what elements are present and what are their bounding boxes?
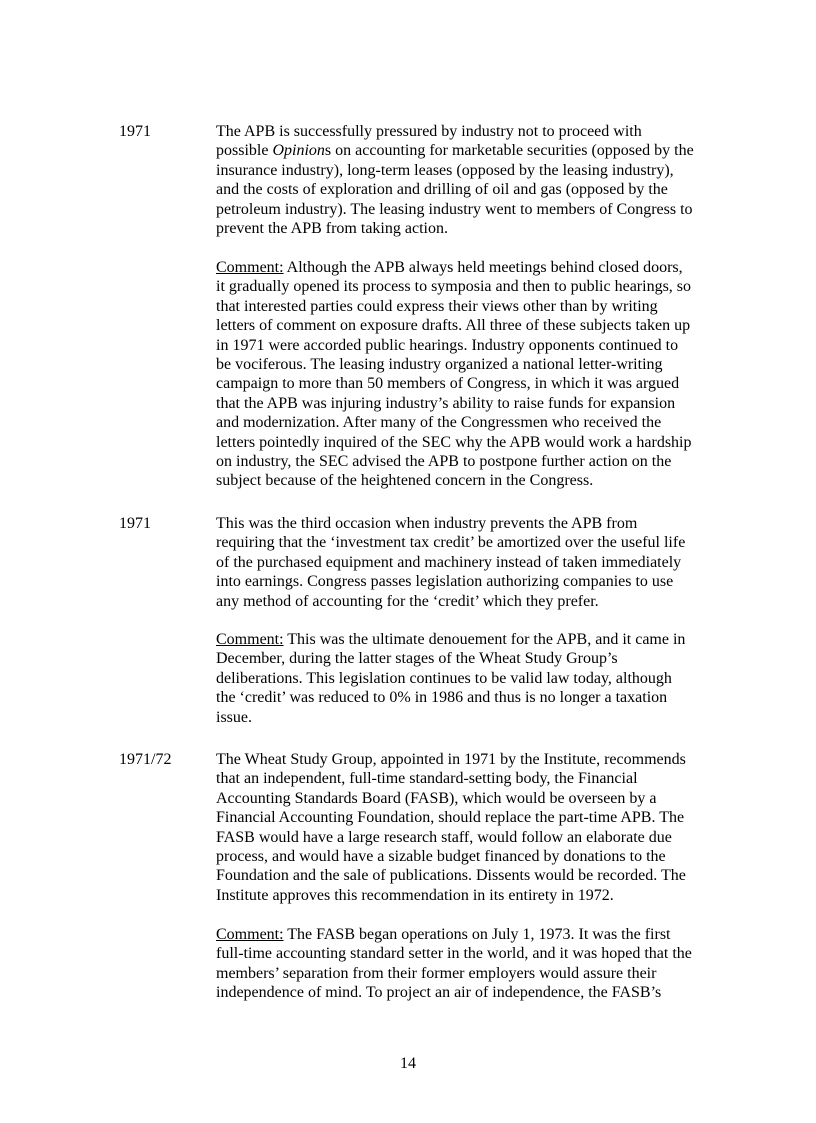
text-segment: subject because of the heightened concern in the Congress. [216,472,594,490]
text-line [216,141,696,160]
entry-description [216,750,696,905]
text-segment: possible [216,142,273,160]
text-line [216,277,696,296]
entry-description [216,514,696,611]
entry-comment [216,630,696,727]
text-segment: s on accounting for marketable securities (opposed by the [324,142,694,160]
text-segment: Financial Accounting Foundation, should replace the part-time APB. The [216,809,685,827]
text-segment: letters of comment on exposure drafts. All three of these subjects taken up [216,317,691,335]
text-segment: in 1971 were accorded public hearings. Industry opponents continued to [216,336,679,354]
comment-label: Comment: [216,259,284,276]
text-line [216,708,696,727]
text-line [216,866,696,885]
text-segment: issue. [216,708,252,726]
text-line [216,847,696,866]
text-line [216,944,696,963]
entry-description [216,122,696,238]
text-segment: petroleum industry). The leasing industry went to members of Congress to [216,200,693,218]
text-segment: The FASB began operations on July 1, 1973. It was the first [283,926,671,943]
text-segment: be vociferous. The leasing industry organized a national letter-writing [216,355,663,373]
text-line [216,471,696,490]
text-segment: FASB would have a large research staff, would follow an elaborate due [216,828,672,846]
text-line [216,316,696,335]
entry-year: 1971 [119,515,151,532]
entry-year: 1971 [119,123,151,140]
text-line [216,514,696,533]
text-line [216,769,696,788]
text-line [216,258,696,277]
text-segment: Foundation and the sale of publications. Dissents would be recorded. The [216,867,686,885]
text-segment: Institute approves this recommendation in its entirety in 1972. [216,886,614,904]
text-line [216,808,696,827]
text-line [216,533,696,552]
text-line [216,413,696,432]
text-line [216,688,696,707]
text-segment: The Wheat Study Group, appointed in 1971 by the Institute, recommends [216,751,686,768]
text-line [216,886,696,905]
main-paragraph [216,514,696,611]
text-segment: it gradually opened its process to symposia and then to public hearings, so [216,278,692,296]
text-line [216,983,696,1002]
text-segment: Although the APB always held meetings behind closed doors, [283,259,683,276]
text-segment: The APB is successfully pressured by industry not to proceed with [216,123,642,140]
text-line [216,925,696,944]
text-line [216,964,696,983]
text-line [216,649,696,668]
text-line [216,592,696,611]
text-segment: that the APB was injuring industry’s ability to raise funds for expansion [216,394,676,412]
text-segment: insurance industry), long-term leases (opposed by the leasing industry), [216,161,674,179]
page-number: 14 [400,1055,416,1072]
text-segment: and the costs of exploration and drilling of oil and gas (opposed by the [216,181,668,199]
text-segment: December, during the latter stages of the Wheat Study Group’s [216,650,618,668]
entry-comment [216,258,696,491]
comment-paragraph [216,925,696,1003]
text-segment: into earnings. Congress passes legislation authorizing companies to use [216,573,674,591]
comment-paragraph [216,630,696,727]
text-line [216,122,696,141]
text-line [216,553,696,572]
text-segment: independence of mind. To project an air of independence, the FASB’s [216,984,662,1002]
text-line [216,161,696,180]
text-line [216,750,696,769]
italic-term: Opinion [272,142,325,160]
text-line [216,572,696,591]
text-segment: of the purchased equipment and machinery instead of taken immediately [216,553,682,571]
comment-paragraph [216,258,696,491]
comment-label: Comment: [216,631,284,648]
text-segment: deliberations. This legislation continues to be valid law today, although [216,669,672,687]
entry-comment [216,925,696,1003]
text-segment: that interested parties could express their views other than by writing [216,297,658,315]
text-line [216,789,696,808]
text-line [216,355,696,374]
text-segment: prevent the APB from taking action. [216,219,448,237]
text-line [216,219,696,238]
text-line [216,828,696,847]
text-line [216,200,696,219]
main-paragraph [216,750,696,905]
text-segment: This was the third occasion when industry prevents the APB from [216,515,638,532]
text-segment: that an independent, full-time standard-setting body, the Financial [216,770,638,788]
text-line [216,433,696,452]
text-segment: letters pointedly inquired of the SEC why the APB would work a hardship [216,433,692,451]
text-line [216,374,696,393]
text-segment: campaign to more than 50 members of Congress, in which it was argued [216,375,680,393]
text-segment: Accounting Standards Board (FASB), which would be overseen by a [216,789,657,807]
text-segment: the ‘credit’ was reduced to 0% in 1986 and thus is no longer a taxation [216,689,668,707]
entry-year: 1971/72 [119,751,172,768]
text-line [216,669,696,688]
text-line [216,180,696,199]
comment-label: Comment: [216,926,284,943]
text-segment: process, and would have a sizable budget financed by donations to the [216,847,666,865]
text-segment: any method of accounting for the ‘credit’ which they prefer. [216,592,599,610]
text-segment: requiring that the ‘investment tax credit’ be amortized over the useful life [216,534,686,552]
text-line [216,336,696,355]
text-line [216,394,696,413]
main-paragraph [216,122,696,238]
text-line [216,452,696,471]
text-segment: full-time accounting standard setter in the world, and it was hoped that the [216,945,692,963]
text-segment: on industry, the SEC advised the APB to postpone further action on the [216,452,672,470]
text-line [216,297,696,316]
text-line [216,630,696,649]
text-segment: and modernization. After many of the Congressmen who received the [216,414,662,432]
text-segment: This was the ultimate denouement for the APB, and it came in [283,631,686,648]
text-segment: members’ separation from their former employers would assure their [216,964,657,982]
